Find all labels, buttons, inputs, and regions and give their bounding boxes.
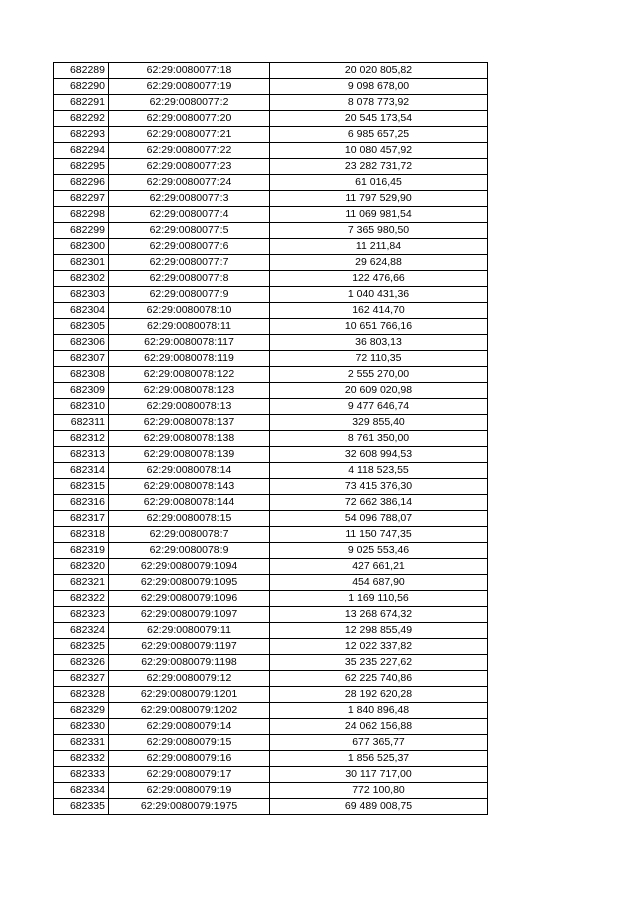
row-id-cell: 682302 <box>54 271 109 287</box>
cadastral-value-cell: 29 624,88 <box>270 255 488 271</box>
cadastral-value-cell: 72 110,35 <box>270 351 488 367</box>
cadastral-number-cell: 62:29:0080077:2 <box>109 95 270 111</box>
row-id-cell: 682306 <box>54 335 109 351</box>
cadastral-number-cell: 62:29:0080079:1198 <box>109 655 270 671</box>
cadastral-value-cell: 28 192 620,28 <box>270 687 488 703</box>
table-row <box>54 255 488 271</box>
cadastral-value-cell: 32 608 994,53 <box>270 447 488 463</box>
cadastral-number-cell: 62:29:0080077:20 <box>109 111 270 127</box>
cadastral-number-cell: 62:29:0080079:1097 <box>109 607 270 623</box>
cadastral-number-cell: 62:29:0080077:21 <box>109 127 270 143</box>
table-row <box>54 191 488 207</box>
row-id-cell: 682304 <box>54 303 109 319</box>
cadastral-number-cell: 62:29:0080079:1202 <box>109 703 270 719</box>
row-id-cell: 682317 <box>54 511 109 527</box>
cadastral-value-cell: 35 235 227,62 <box>270 655 488 671</box>
cadastral-number-cell: 62:29:0080077:8 <box>109 271 270 287</box>
cadastral-number-cell: 62:29:0080077:9 <box>109 287 270 303</box>
table-row <box>54 63 488 79</box>
row-id-cell: 682301 <box>54 255 109 271</box>
table-row <box>54 559 488 575</box>
row-id-cell: 682329 <box>54 703 109 719</box>
table-row <box>54 383 488 399</box>
table-row <box>54 655 488 671</box>
cadastral-number-cell: 62:29:0080079:1094 <box>109 559 270 575</box>
cadastral-number-cell: 62:29:0080079:14 <box>109 719 270 735</box>
cadastral-number-cell: 62:29:0080077:18 <box>109 63 270 79</box>
row-id-cell: 682312 <box>54 431 109 447</box>
row-id-cell: 682321 <box>54 575 109 591</box>
cadastral-value-cell: 72 662 386,14 <box>270 495 488 511</box>
cadastral-value-cell: 1 840 896,48 <box>270 703 488 719</box>
row-id-cell: 682318 <box>54 527 109 543</box>
table-row <box>54 783 488 799</box>
row-id-cell: 682319 <box>54 543 109 559</box>
cadastral-number-cell: 62:29:0080078:123 <box>109 383 270 399</box>
cadastral-number-cell: 62:29:0080078:14 <box>109 463 270 479</box>
table-row <box>54 175 488 191</box>
table-row <box>54 591 488 607</box>
cadastral-value-cell: 54 096 788,07 <box>270 511 488 527</box>
cadastral-value-cell: 13 268 674,32 <box>270 607 488 623</box>
table-row <box>54 751 488 767</box>
row-id-cell: 682315 <box>54 479 109 495</box>
cadastral-value-cell: 677 365,77 <box>270 735 488 751</box>
cadastral-value-cell: 162 414,70 <box>270 303 488 319</box>
table-row <box>54 719 488 735</box>
table-row <box>54 511 488 527</box>
cadastral-value-cell: 20 020 805,82 <box>270 63 488 79</box>
row-id-cell: 682331 <box>54 735 109 751</box>
row-id-cell: 682330 <box>54 719 109 735</box>
cadastral-number-cell: 62:29:0080078:15 <box>109 511 270 527</box>
row-id-cell: 682324 <box>54 623 109 639</box>
cadastral-value-cell: 73 415 376,30 <box>270 479 488 495</box>
cadastral-value-cell: 7 365 980,50 <box>270 223 488 239</box>
cadastral-number-cell: 62:29:0080077:7 <box>109 255 270 271</box>
row-id-cell: 682308 <box>54 367 109 383</box>
table-row <box>54 607 488 623</box>
row-id-cell: 682325 <box>54 639 109 655</box>
cadastral-value-cell: 9 025 553,46 <box>270 543 488 559</box>
cadastral-number-cell: 62:29:0080079:1975 <box>109 799 270 815</box>
table-row <box>54 207 488 223</box>
cadastral-number-cell: 62:29:0080079:15 <box>109 735 270 751</box>
cadastral-value-cell: 1 856 525,37 <box>270 751 488 767</box>
row-id-cell: 682320 <box>54 559 109 575</box>
cadastral-number-cell: 62:29:0080078:11 <box>109 319 270 335</box>
row-id-cell: 682297 <box>54 191 109 207</box>
cadastral-value-cell: 12 022 337,82 <box>270 639 488 655</box>
table-row <box>54 335 488 351</box>
cadastral-number-cell: 62:29:0080078:137 <box>109 415 270 431</box>
table-row <box>54 479 488 495</box>
row-id-cell: 682313 <box>54 447 109 463</box>
cadastral-value-cell: 12 298 855,49 <box>270 623 488 639</box>
cadastral-number-cell: 62:29:0080078:144 <box>109 495 270 511</box>
row-id-cell: 682300 <box>54 239 109 255</box>
row-id-cell: 682310 <box>54 399 109 415</box>
table-row <box>54 623 488 639</box>
row-id-cell: 682305 <box>54 319 109 335</box>
table-row <box>54 223 488 239</box>
table-body <box>54 63 488 815</box>
table-row <box>54 463 488 479</box>
cadastral-number-cell: 62:29:0080078:139 <box>109 447 270 463</box>
cadastral-number-cell: 62:29:0080077:4 <box>109 207 270 223</box>
row-id-cell: 682290 <box>54 79 109 95</box>
cadastral-value-cell: 1 169 110,56 <box>270 591 488 607</box>
table-row <box>54 415 488 431</box>
row-id-cell: 682333 <box>54 767 109 783</box>
cadastral-value-cell: 4 118 523,55 <box>270 463 488 479</box>
row-id-cell: 682296 <box>54 175 109 191</box>
table-row <box>54 351 488 367</box>
cadastral-number-cell: 62:29:0080079:1201 <box>109 687 270 703</box>
row-id-cell: 682309 <box>54 383 109 399</box>
row-id-cell: 682289 <box>54 63 109 79</box>
cadastral-number-cell: 62:29:0080079:1095 <box>109 575 270 591</box>
cadastral-value-cell: 2 555 270,00 <box>270 367 488 383</box>
cadastral-number-cell: 62:29:0080077:24 <box>109 175 270 191</box>
table-row <box>54 703 488 719</box>
table-row <box>54 111 488 127</box>
cadastral-value-cell: 24 062 156,88 <box>270 719 488 735</box>
cadastral-value-table <box>53 62 488 815</box>
cadastral-value-cell: 8 761 350,00 <box>270 431 488 447</box>
cadastral-number-cell: 62:29:0080079:16 <box>109 751 270 767</box>
table-row <box>54 527 488 543</box>
row-id-cell: 682298 <box>54 207 109 223</box>
table-row <box>54 159 488 175</box>
table-row <box>54 287 488 303</box>
row-id-cell: 682291 <box>54 95 109 111</box>
cadastral-number-cell: 62:29:0080077:6 <box>109 239 270 255</box>
row-id-cell: 682299 <box>54 223 109 239</box>
row-id-cell: 682322 <box>54 591 109 607</box>
row-id-cell: 682295 <box>54 159 109 175</box>
cadastral-value-cell: 772 100,80 <box>270 783 488 799</box>
cadastral-value-cell: 10 651 766,16 <box>270 319 488 335</box>
cadastral-number-cell: 62:29:0080079:17 <box>109 767 270 783</box>
cadastral-number-cell: 62:29:0080078:143 <box>109 479 270 495</box>
table-row <box>54 399 488 415</box>
table-row <box>54 143 488 159</box>
row-id-cell: 682303 <box>54 287 109 303</box>
cadastral-number-cell: 62:29:0080077:19 <box>109 79 270 95</box>
cadastral-value-cell: 11 211,84 <box>270 239 488 255</box>
row-id-cell: 682328 <box>54 687 109 703</box>
row-id-cell: 682323 <box>54 607 109 623</box>
row-id-cell: 682314 <box>54 463 109 479</box>
row-id-cell: 682335 <box>54 799 109 815</box>
row-id-cell: 682307 <box>54 351 109 367</box>
cadastral-value-cell: 10 080 457,92 <box>270 143 488 159</box>
cadastral-value-cell: 36 803,13 <box>270 335 488 351</box>
cadastral-value-cell: 8 078 773,92 <box>270 95 488 111</box>
cadastral-number-cell: 62:29:0080078:117 <box>109 335 270 351</box>
table-row <box>54 79 488 95</box>
row-id-cell: 682332 <box>54 751 109 767</box>
cadastral-number-cell: 62:29:0080078:119 <box>109 351 270 367</box>
cadastral-value-cell: 62 225 740,86 <box>270 671 488 687</box>
table-row <box>54 303 488 319</box>
table-row <box>54 319 488 335</box>
table-row <box>54 543 488 559</box>
table-row <box>54 127 488 143</box>
cadastral-number-cell: 62:29:0080077:22 <box>109 143 270 159</box>
cadastral-number-cell: 62:29:0080078:7 <box>109 527 270 543</box>
table-row <box>54 735 488 751</box>
cadastral-number-cell: 62:29:0080077:3 <box>109 191 270 207</box>
cadastral-number-cell: 62:29:0080079:1096 <box>109 591 270 607</box>
table-row <box>54 639 488 655</box>
cadastral-value-cell: 427 661,21 <box>270 559 488 575</box>
cadastral-value-cell: 11 069 981,54 <box>270 207 488 223</box>
cadastral-number-cell: 62:29:0080078:9 <box>109 543 270 559</box>
row-id-cell: 682293 <box>54 127 109 143</box>
cadastral-number-cell: 62:29:0080077:5 <box>109 223 270 239</box>
table-row <box>54 447 488 463</box>
table-row <box>54 575 488 591</box>
row-id-cell: 682326 <box>54 655 109 671</box>
cadastral-number-cell: 62:29:0080079:11 <box>109 623 270 639</box>
table-row <box>54 799 488 815</box>
cadastral-value-cell: 9 098 678,00 <box>270 79 488 95</box>
cadastral-value-cell: 69 489 008,75 <box>270 799 488 815</box>
row-id-cell: 682334 <box>54 783 109 799</box>
cadastral-value-cell: 6 985 657,25 <box>270 127 488 143</box>
cadastral-value-cell: 20 545 173,54 <box>270 111 488 127</box>
cadastral-value-cell: 1 040 431,36 <box>270 287 488 303</box>
cadastral-number-cell: 62:29:0080078:13 <box>109 399 270 415</box>
table-row <box>54 271 488 287</box>
cadastral-value-cell: 30 117 717,00 <box>270 767 488 783</box>
cadastral-value-cell: 61 016,45 <box>270 175 488 191</box>
cadastral-number-cell: 62:29:0080078:138 <box>109 431 270 447</box>
table-row <box>54 767 488 783</box>
row-id-cell: 682292 <box>54 111 109 127</box>
table-row <box>54 95 488 111</box>
cadastral-value-cell: 329 855,40 <box>270 415 488 431</box>
cadastral-number-cell: 62:29:0080079:19 <box>109 783 270 799</box>
row-id-cell: 682327 <box>54 671 109 687</box>
cadastral-number-cell: 62:29:0080079:1197 <box>109 639 270 655</box>
cadastral-value-cell: 11 797 529,90 <box>270 191 488 207</box>
cadastral-number-cell: 62:29:0080078:122 <box>109 367 270 383</box>
table-row <box>54 367 488 383</box>
row-id-cell: 682294 <box>54 143 109 159</box>
cadastral-value-cell: 122 476,66 <box>270 271 488 287</box>
cadastral-value-cell: 9 477 646,74 <box>270 399 488 415</box>
cadastral-value-cell: 454 687,90 <box>270 575 488 591</box>
table-row <box>54 431 488 447</box>
cadastral-number-cell: 62:29:0080079:12 <box>109 671 270 687</box>
table-row <box>54 671 488 687</box>
table-row <box>54 687 488 703</box>
row-id-cell: 682316 <box>54 495 109 511</box>
cadastral-number-cell: 62:29:0080077:23 <box>109 159 270 175</box>
cadastral-value-cell: 20 609 020,98 <box>270 383 488 399</box>
table-row <box>54 239 488 255</box>
cadastral-value-cell: 23 282 731,72 <box>270 159 488 175</box>
cadastral-number-cell: 62:29:0080078:10 <box>109 303 270 319</box>
row-id-cell: 682311 <box>54 415 109 431</box>
cadastral-value-cell: 11 150 747,35 <box>270 527 488 543</box>
table-row <box>54 495 488 511</box>
